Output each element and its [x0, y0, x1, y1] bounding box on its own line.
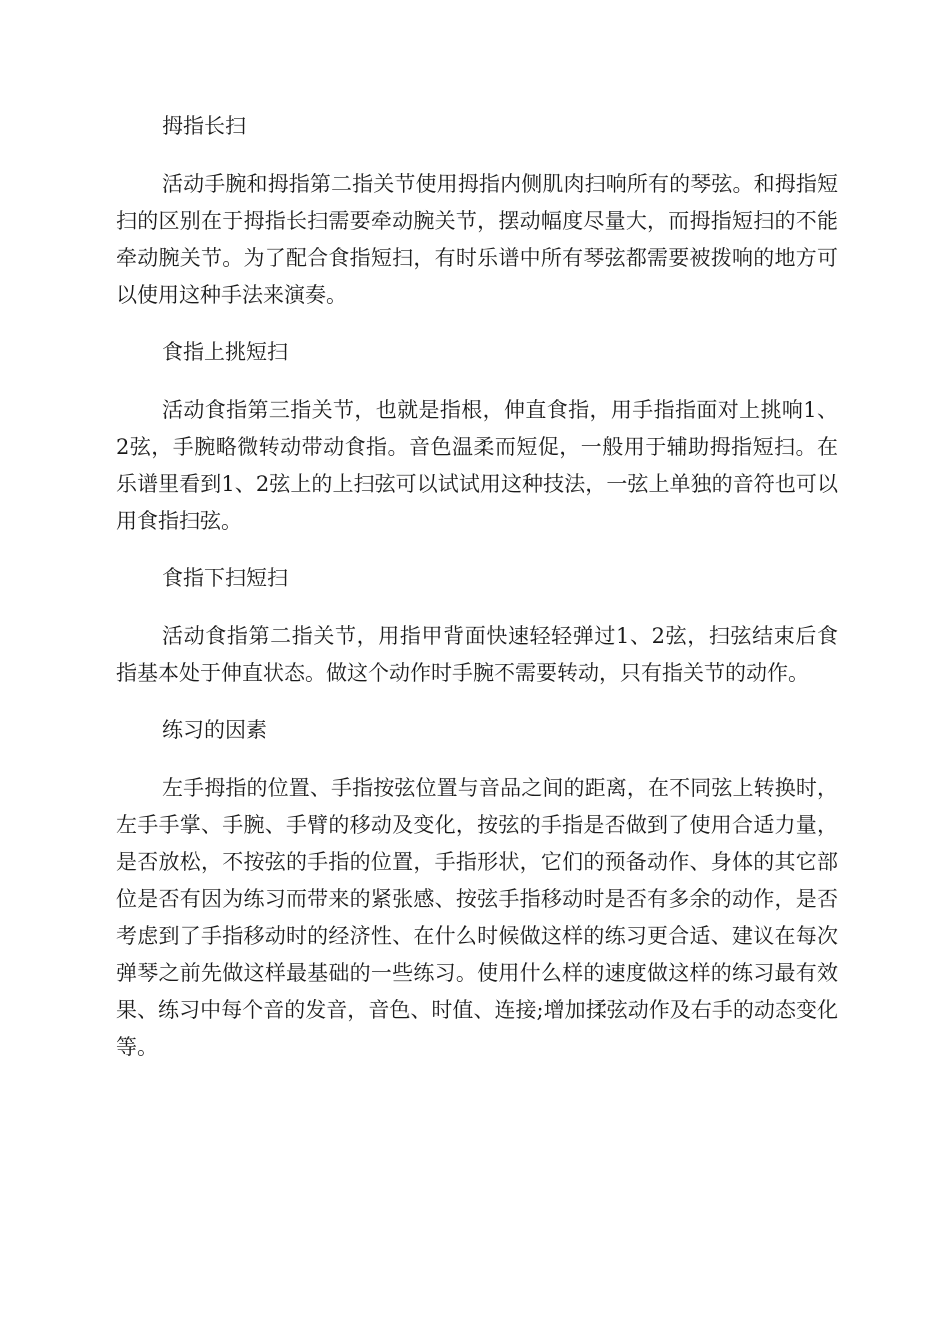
- section-paragraph: 活动食指第三指关节，也就是指根，伸直食指，用手指指面对上挑响1、2弦，手腕略微转动带动食指。音色温柔而短促，一般用于辅助拇指短扫。在乐谱里看到1、2弦上的上扫弦可以试试用这种技法，一弦上单独的音符也可以用食指扫弦。: [116, 398, 838, 533]
- section-practice-factors: [116, 712, 838, 1066]
- section-heading: 拇指长扫: [162, 114, 246, 138]
- section-index-up-short-sweep: [116, 334, 838, 540]
- section-paragraph: 活动食指第二指关节，用指甲背面快速轻轻弹过1、2弦，扫弦结束后食指基本处于伸直状态。做这个动作时手腕不需要转动，只有指关节的动作。: [116, 624, 838, 685]
- document-page: [116, 108, 838, 1086]
- section-index-down-short-sweep: [116, 560, 838, 692]
- section-paragraph: 活动手腕和拇指第二指关节使用拇指内侧肌肉扫响所有的琴弦。和拇指短扫的区别在于拇指长扫需要牵动腕关节，摆动幅度尽量大，而拇指短扫的不能牵动腕关节。为了配合食指短扫，有时乐谱中所有琴弦都需要被拨响的地方可以使用这种手法来演奏。: [116, 172, 838, 307]
- section-heading: 食指下扫短扫: [162, 566, 288, 590]
- section-heading: 食指上挑短扫: [162, 340, 288, 364]
- section-paragraph: 左手拇指的位置、手指按弦位置与音品之间的距离，在不同弦上转换时，左手手掌、手腕、手臂的移动及变化，按弦的手指是否做到了使用合适力量，是否放松，不按弦的手指的位置，手指形状，它们的预备动作、身体的其它部位是否有因为练习而带来的紧张感、按弦手指移动时是否有多余的动作，是否考虑到了手指移动时的经济性、在什么时候做这样的练习更合适、建议在每次弹琴之前先做这样最基础的一些练习。使用什么样的速度做这样的练习最有效果、练习中每个音的发音，音色、时值、连接;增加揉弦动作及右手的动态变化等。: [116, 776, 838, 1059]
- section-thumb-long-sweep: [116, 108, 838, 314]
- section-heading: 练习的因素: [162, 718, 267, 742]
